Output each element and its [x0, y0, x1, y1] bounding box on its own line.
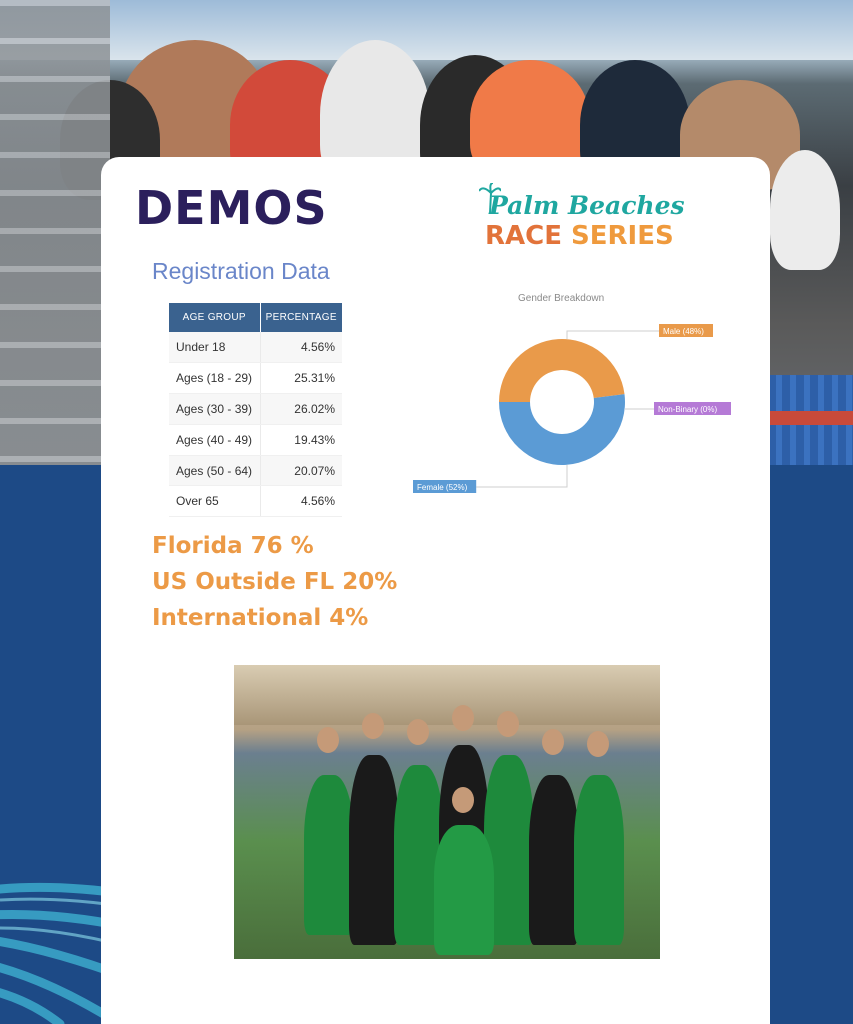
percentage-cell: 19.43% [260, 424, 342, 455]
donut-slice [499, 339, 625, 402]
age-group-cell: Ages (30 - 39) [169, 394, 260, 425]
green-costume-runners-photo [234, 665, 660, 959]
svg-text:Non-Binary (0%): Non-Binary (0%) [658, 405, 718, 414]
percentage-cell: 26.02% [260, 394, 342, 425]
slice-label [413, 465, 567, 493]
svg-text:Male (48%): Male (48%) [663, 327, 704, 336]
column-header-age-group: AGE GROUP [169, 303, 260, 332]
origin-international: International 4% [152, 605, 369, 631]
origin-us-outside-fl: US Outside FL 20% [152, 569, 398, 595]
column-header-percentage: PERCENTAGE [260, 303, 342, 332]
percentage-cell: 20.07% [260, 455, 342, 486]
age-group-cell: Ages (40 - 49) [169, 424, 260, 455]
page-title: DEMOS [135, 181, 328, 235]
table-row [169, 394, 342, 425]
gender-chart-title: Gender Breakdown [518, 293, 605, 304]
gender-donut-chart [401, 307, 731, 497]
table-row [169, 332, 342, 363]
table-row [169, 486, 342, 517]
slice-label [625, 402, 731, 415]
percentage-cell: 4.56% [260, 486, 342, 517]
percentage-cell: 25.31% [260, 363, 342, 394]
percentage-cell: 4.56% [260, 332, 342, 363]
table-row [169, 455, 342, 486]
origin-florida: Florida 76 % [152, 533, 314, 559]
demographics-card [101, 157, 770, 1024]
logo-race-series-text: RACE SERIES [485, 221, 674, 251]
palm-beaches-race-series-logo [479, 183, 685, 253]
logo-script-text: Palm Beaches [489, 191, 685, 220]
slice-label [567, 324, 713, 339]
age-group-table [169, 303, 342, 517]
registration-heading: Registration Data [152, 258, 330, 284]
age-group-cell: Ages (18 - 29) [169, 363, 260, 394]
svg-text:Female (52%): Female (52%) [417, 483, 468, 492]
age-group-cell: Under 18 [169, 332, 260, 363]
table-row [169, 424, 342, 455]
table-row [169, 363, 342, 394]
donut-slice [499, 394, 625, 465]
age-group-cell: Ages (50 - 64) [169, 455, 260, 486]
age-group-cell: Over 65 [169, 486, 260, 517]
